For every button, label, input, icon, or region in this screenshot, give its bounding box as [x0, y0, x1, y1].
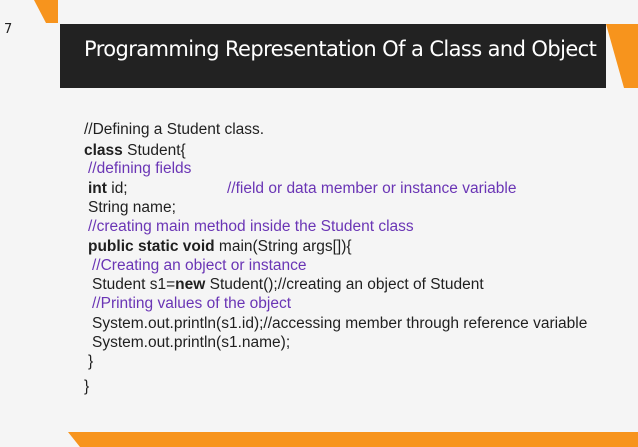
- keyword-class: class: [84, 142, 123, 159]
- page-title: Programming Representation Of a Class and Object: [84, 37, 597, 61]
- code-line-5: String name;: [88, 199, 176, 216]
- code-line-13: }: [88, 353, 94, 370]
- decorative-orange-shape-bottom: [0, 425, 638, 447]
- code-line-2: [84, 142, 186, 160]
- code-line-3: //defining fields: [88, 160, 192, 177]
- code-line-7: [88, 238, 352, 256]
- code-line-14: }: [84, 378, 90, 395]
- code-line-8: //Creating an object or instance: [92, 257, 307, 274]
- keyword-new: new: [175, 276, 206, 293]
- keyword-public-static-void: public static void: [88, 238, 215, 255]
- code-line-10: //Printing values of the object: [92, 295, 292, 312]
- code-text: main(String args[]){: [214, 238, 352, 255]
- keyword-int: int: [88, 180, 107, 197]
- code-line-4-comment: //field or data member or instance variable: [227, 180, 517, 197]
- code-text: Student{: [122, 142, 186, 159]
- code-line-1: //Defining a Student class.: [84, 121, 265, 138]
- code-line-11: System.out.println(s1.id);//accessing member through reference variable: [92, 315, 588, 332]
- code-line-12: System.out.println(s1.name);: [92, 334, 291, 351]
- code-text: Student s1=: [92, 276, 176, 293]
- code-text: id;: [106, 180, 128, 197]
- code-line-6: //creating main method inside the Student class: [88, 218, 414, 235]
- code-text: Student();//creating an object of Student: [205, 276, 484, 293]
- code-line-4: [88, 180, 128, 198]
- code-line-9: [92, 276, 484, 294]
- slide-number: 7: [4, 22, 13, 37]
